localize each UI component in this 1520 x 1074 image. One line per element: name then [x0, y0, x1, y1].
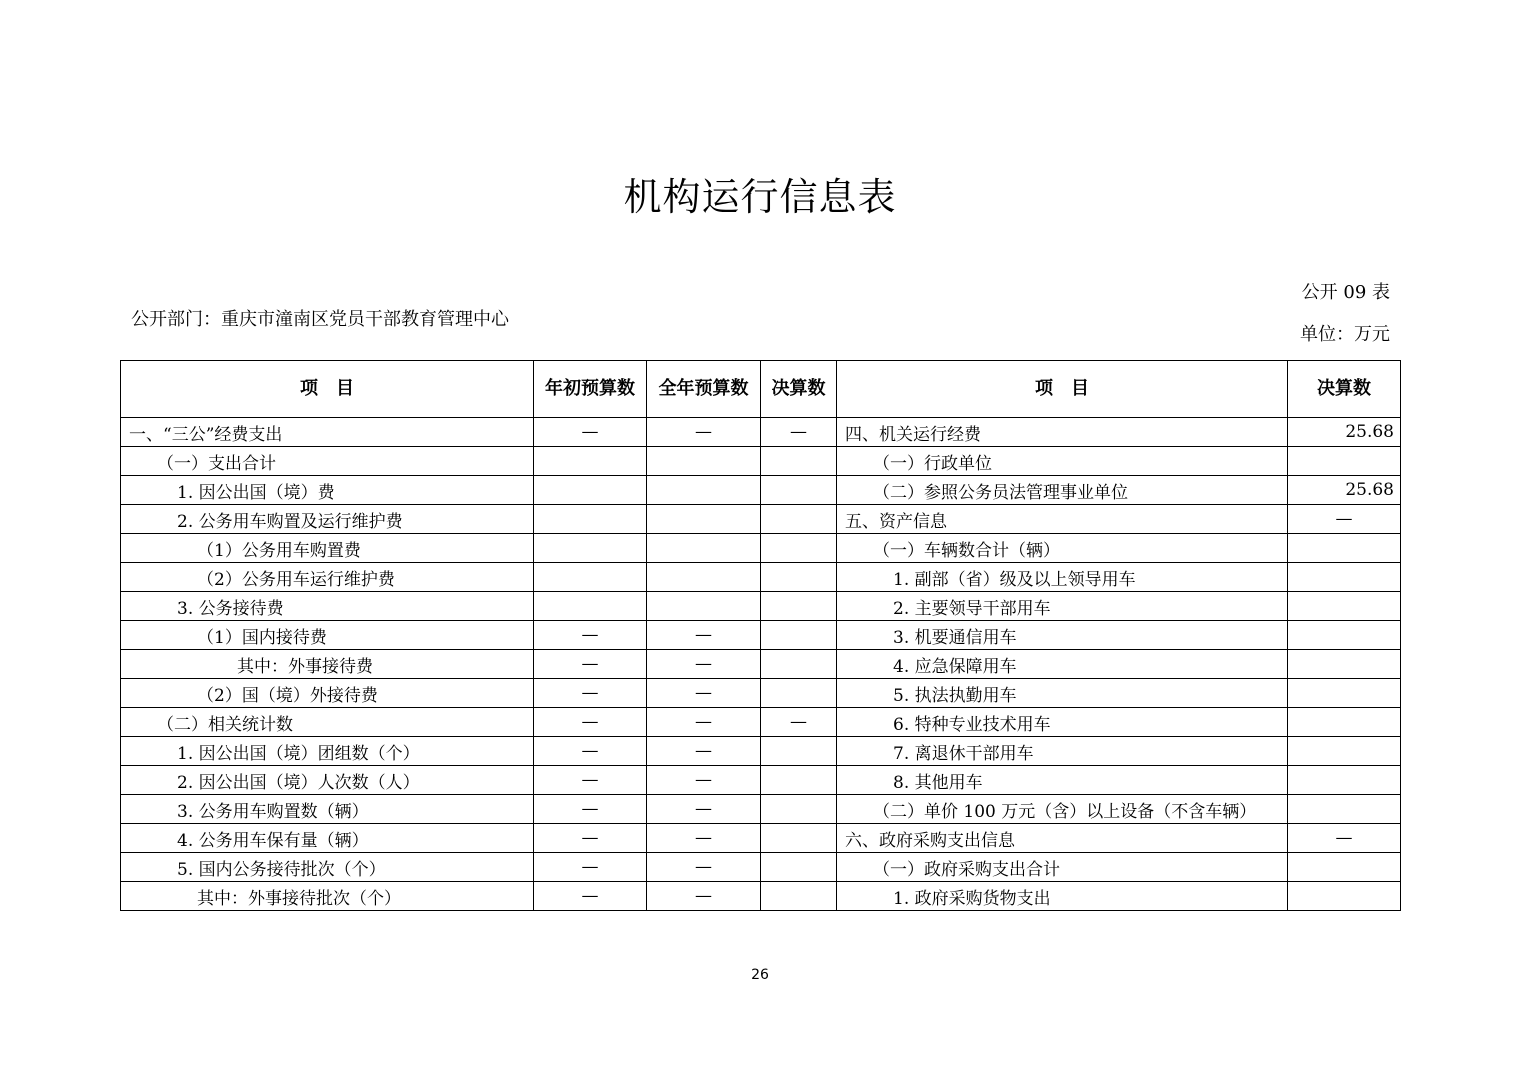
annual-budget-cell: — — [647, 418, 761, 447]
page-title: 机构运行信息表 — [623, 175, 897, 219]
right-final-cell — [1288, 766, 1401, 795]
annual-budget-cell: — — [647, 795, 761, 824]
form-number: 公开 09 表 — [1301, 282, 1390, 303]
header-annual-budget: 全年预算数 — [647, 361, 761, 418]
initial-budget-cell: — — [534, 737, 647, 766]
table-row — [121, 621, 1401, 650]
right-final-cell — [1288, 447, 1401, 476]
initial-budget-cell: — — [534, 853, 647, 882]
initial-budget-cell — [534, 476, 647, 505]
left-item: 3. 公务用车购置数（辆） — [121, 795, 534, 824]
right-final-cell — [1288, 795, 1401, 824]
right-item: 6. 特种专业技术用车 — [837, 708, 1288, 737]
initial-budget-cell: — — [534, 418, 647, 447]
final-cell — [761, 563, 837, 592]
annual-budget-cell — [647, 505, 761, 534]
right-final-cell — [1288, 592, 1401, 621]
right-item: 8. 其他用车 — [837, 766, 1288, 795]
initial-budget-cell — [534, 447, 647, 476]
table-row — [121, 766, 1401, 795]
table-row — [121, 563, 1401, 592]
annual-budget-cell: — — [647, 824, 761, 853]
table-row — [121, 824, 1401, 853]
annual-budget-cell: — — [647, 679, 761, 708]
right-item: 7. 离退休干部用车 — [837, 737, 1288, 766]
final-cell — [761, 766, 837, 795]
annual-budget-cell: — — [647, 737, 761, 766]
table-row — [121, 505, 1401, 534]
left-item: 1. 因公出国（境）团组数（个） — [121, 737, 534, 766]
table-row — [121, 650, 1401, 679]
right-final-cell: 25.68 — [1288, 476, 1401, 505]
right-final-cell — [1288, 621, 1401, 650]
annual-budget-cell — [647, 476, 761, 505]
annual-budget-cell: — — [647, 650, 761, 679]
initial-budget-cell: — — [534, 708, 647, 737]
annual-budget-cell — [647, 534, 761, 563]
final-cell — [761, 679, 837, 708]
final-cell — [761, 534, 837, 563]
header-right-final: 决算数 — [1288, 361, 1401, 418]
table-row — [121, 476, 1401, 505]
final-cell: — — [761, 418, 837, 447]
right-final-cell: — — [1288, 824, 1401, 853]
right-final-cell — [1288, 708, 1401, 737]
final-cell — [761, 737, 837, 766]
table-row — [121, 418, 1401, 447]
annual-budget-cell: — — [647, 882, 761, 911]
initial-budget-cell — [534, 563, 647, 592]
table-row — [121, 708, 1401, 737]
table-row — [121, 882, 1401, 911]
page-number: 26 — [751, 967, 769, 983]
initial-budget-cell: — — [534, 795, 647, 824]
left-item: （一）支出合计 — [121, 447, 534, 476]
left-item: （1）公务用车购置费 — [121, 534, 534, 563]
right-item: 五、资产信息 — [837, 505, 1288, 534]
final-cell — [761, 476, 837, 505]
final-cell — [761, 882, 837, 911]
final-cell — [761, 621, 837, 650]
right-final-cell — [1288, 534, 1401, 563]
right-final-cell — [1288, 853, 1401, 882]
final-cell — [761, 447, 837, 476]
initial-budget-cell: — — [534, 882, 647, 911]
right-final-cell — [1288, 563, 1401, 592]
table-row — [121, 737, 1401, 766]
annual-budget-cell — [647, 563, 761, 592]
right-item: （一）行政单位 — [837, 447, 1288, 476]
table-row — [121, 795, 1401, 824]
header-initial-budget: 年初预算数 — [534, 361, 647, 418]
initial-budget-cell: — — [534, 824, 647, 853]
right-item: 3. 机要通信用车 — [837, 621, 1288, 650]
annual-budget-cell: — — [647, 766, 761, 795]
right-final-cell — [1288, 882, 1401, 911]
right-final-cell — [1288, 737, 1401, 766]
left-item: 2. 因公出国（境）人次数（人） — [121, 766, 534, 795]
right-item: （一）车辆数合计（辆） — [837, 534, 1288, 563]
initial-budget-cell: — — [534, 766, 647, 795]
annual-budget-cell: — — [647, 708, 761, 737]
right-item: （二）参照公务员法管理事业单位 — [837, 476, 1288, 505]
right-final-cell: 25.68 — [1288, 418, 1401, 447]
final-cell — [761, 795, 837, 824]
right-item: （一）政府采购支出合计 — [837, 853, 1288, 882]
right-item: 1. 副部（省）级及以上领导用车 — [837, 563, 1288, 592]
info-table — [120, 360, 1401, 911]
left-item: 3. 公务接待费 — [121, 592, 534, 621]
left-item: 2. 公务用车购置及运行维护费 — [121, 505, 534, 534]
right-final-cell — [1288, 679, 1401, 708]
table-row — [121, 679, 1401, 708]
initial-budget-cell: — — [534, 650, 647, 679]
table-row — [121, 853, 1401, 882]
left-item: （2）国（境）外接待费 — [121, 679, 534, 708]
left-item: 1. 因公出国（境）费 — [121, 476, 534, 505]
initial-budget-cell: — — [534, 679, 647, 708]
final-cell — [761, 824, 837, 853]
header-left-item: 项 目 — [121, 361, 534, 418]
right-item: 六、政府采购支出信息 — [837, 824, 1288, 853]
unit-label: 单位：万元 — [1300, 324, 1390, 345]
right-final-cell: — — [1288, 505, 1401, 534]
department-label: 公开部门：重庆市潼南区党员干部教育管理中心 — [131, 309, 509, 330]
final-cell — [761, 592, 837, 621]
right-item: 4. 应急保障用车 — [837, 650, 1288, 679]
left-item: 4. 公务用车保有量（辆） — [121, 824, 534, 853]
left-item: （1）国内接待费 — [121, 621, 534, 650]
header-final: 决算数 — [761, 361, 837, 418]
table-row — [121, 592, 1401, 621]
final-cell — [761, 853, 837, 882]
initial-budget-cell — [534, 592, 647, 621]
annual-budget-cell — [647, 447, 761, 476]
right-item: 1. 政府采购货物支出 — [837, 882, 1288, 911]
right-item: （二）单价 100 万元（含）以上设备（不含车辆） — [837, 795, 1288, 824]
right-final-cell — [1288, 650, 1401, 679]
table-row — [121, 447, 1401, 476]
initial-budget-cell — [534, 534, 647, 563]
right-item: 5. 执法执勤用车 — [837, 679, 1288, 708]
initial-budget-cell — [534, 505, 647, 534]
annual-budget-cell: — — [647, 853, 761, 882]
left-item: （2）公务用车运行维护费 — [121, 563, 534, 592]
right-item: 2. 主要领导干部用车 — [837, 592, 1288, 621]
right-item: 四、机关运行经费 — [837, 418, 1288, 447]
left-item: 其中：外事接待费 — [121, 650, 534, 679]
left-item: 其中：外事接待批次（个） — [121, 882, 534, 911]
left-item: 5. 国内公务接待批次（个） — [121, 853, 534, 882]
left-item: 一、“三公”经费支出 — [121, 418, 534, 447]
annual-budget-cell: — — [647, 621, 761, 650]
initial-budget-cell: — — [534, 621, 647, 650]
header-right-item: 项 目 — [837, 361, 1288, 418]
table-row — [121, 534, 1401, 563]
final-cell: — — [761, 708, 837, 737]
final-cell — [761, 505, 837, 534]
final-cell — [761, 650, 837, 679]
table-header-row — [121, 361, 1401, 418]
left-item: （二）相关统计数 — [121, 708, 534, 737]
annual-budget-cell — [647, 592, 761, 621]
